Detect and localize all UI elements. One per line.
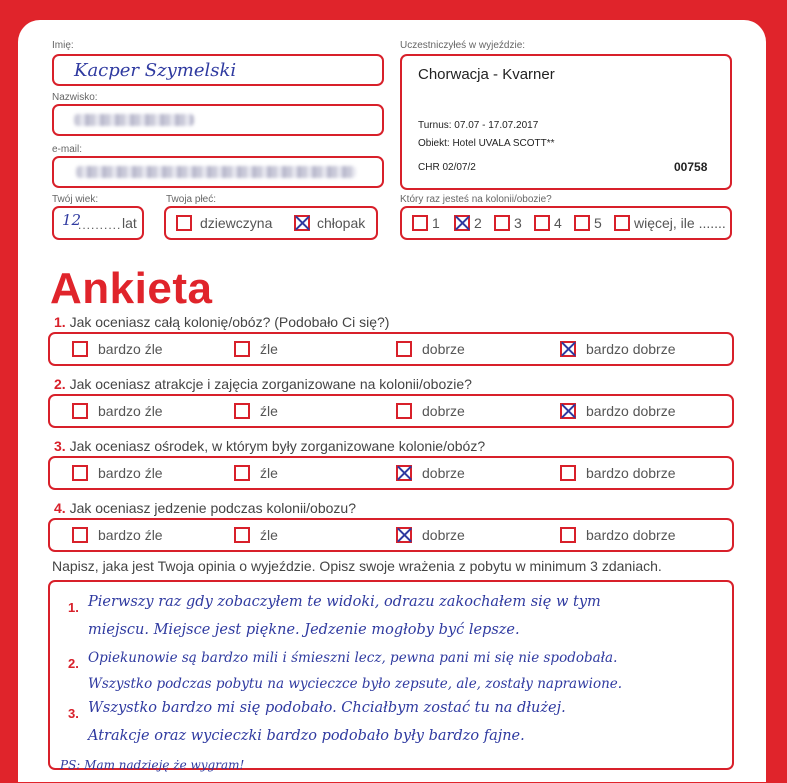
opinion-line-2: miejscu. Miejsce jest piękne. Jedzenie mogłoby być lepsze. — [88, 622, 520, 638]
redacted-surname — [74, 114, 194, 126]
question-text: Jak oceniasz całą kolonię/obóz? (Podobało Ci się?) — [69, 314, 390, 330]
opinion-box[interactable] — [48, 580, 734, 770]
q2-option-3-label: dobrze — [422, 403, 465, 419]
q1-option-2-checkbox[interactable] — [234, 341, 250, 357]
q4-option-2-label: źle — [260, 527, 278, 543]
q2-option-1-label: bardzo źle — [98, 403, 163, 419]
q3-option-2-checkbox[interactable] — [234, 465, 250, 481]
opinion-line-3: Opiekunowie są bardzo mili i śmieszni lecz, pewna pani mi się nie spodobała. — [88, 650, 618, 666]
q1-option-3-label: dobrze — [422, 341, 465, 357]
q3-option-4-label: bardzo dobrze — [586, 465, 676, 481]
q1-option-2-label: źle — [260, 341, 278, 357]
trip-label: Uczestniczyłeś w wyjeździe: — [400, 40, 526, 51]
opinion-line-5: Wszystko bardzo mi się podobało. Chciałbym zostać tu na dłużej. — [88, 700, 566, 716]
age-label: Twój wiek: — [52, 194, 99, 205]
question-number: 4. — [54, 500, 66, 516]
q2-option-2-checkbox[interactable] — [234, 403, 250, 419]
q2-option-1-checkbox[interactable] — [72, 403, 88, 419]
trip-code: CHR 02/07/2 — [418, 162, 476, 173]
q1-option-1-checkbox[interactable] — [72, 341, 88, 357]
answer-row-1 — [48, 332, 734, 366]
q4-option-1-label: bardzo źle — [98, 527, 163, 543]
times-field — [400, 206, 732, 240]
q4-option-1-checkbox[interactable] — [72, 527, 88, 543]
q2-option-4-checkbox[interactable] — [560, 403, 576, 419]
q1-option-4-checkbox[interactable] — [560, 341, 576, 357]
question-number: 1. — [54, 314, 66, 330]
times-5-label: 5 — [594, 215, 602, 231]
q4-option-3-label: dobrze — [422, 527, 465, 543]
q2-option-4-label: bardzo dobrze — [586, 403, 676, 419]
age-field[interactable] — [52, 206, 144, 240]
q3-option-4-checkbox[interactable] — [560, 465, 576, 481]
surname-label: Nazwisko: — [52, 92, 98, 103]
times-2-checkbox[interactable] — [454, 215, 470, 231]
gender-label: Twoja płeć: — [166, 194, 217, 205]
question-1 — [54, 314, 389, 330]
times-3-label: 3 — [514, 215, 522, 231]
opinion-number-1: 1. — [68, 600, 79, 615]
question-text: Jak oceniasz ośrodek, w którym były zorganizowane kolonie/obóz? — [69, 438, 486, 454]
age-unit: lat — [122, 215, 137, 231]
surname-field[interactable] — [52, 104, 384, 136]
opinion-number-2: 2. — [68, 656, 79, 671]
opinion-number-3: 3. — [68, 706, 79, 721]
q3-option-3-label: dobrze — [422, 465, 465, 481]
redacted-email — [76, 166, 356, 178]
q2-option-3-checkbox[interactable] — [396, 403, 412, 419]
question-4 — [54, 500, 356, 516]
age-value: 12 — [62, 211, 82, 229]
gender-girl-checkbox[interactable] — [176, 215, 192, 231]
times-4-label: 4 — [554, 215, 562, 231]
q3-option-2-label: źle — [260, 465, 278, 481]
trip-number: 00758 — [674, 160, 708, 174]
opinion-line-1: Pierwszy raz gdy zobaczyłem te widoki, odrazu zakochałem się w tym — [88, 594, 601, 610]
gender-boy-checkbox[interactable] — [294, 215, 310, 231]
q4-option-4-label: bardzo dobrze — [586, 527, 676, 543]
times-4-checkbox[interactable] — [534, 215, 550, 231]
times-more-checkbox[interactable] — [614, 215, 630, 231]
question-text: Jak oceniasz atrakcje i zajęcia zorganizowane na kolonii/obozie? — [69, 376, 472, 392]
question-number: 2. — [54, 376, 66, 392]
q3-option-1-checkbox[interactable] — [72, 465, 88, 481]
opinion-line-6: Atrakcje oraz wycieczki bardzo podobało były bardzo fajne. — [88, 728, 525, 744]
q1-option-1-label: bardzo źle — [98, 341, 163, 357]
q4-option-2-checkbox[interactable] — [234, 527, 250, 543]
q4-option-3-checkbox[interactable] — [396, 527, 412, 543]
times-5-checkbox[interactable] — [574, 215, 590, 231]
trip-title: Chorwacja - Kvarner — [418, 66, 555, 83]
times-label: Który raz jesteś na kolonii/obozie? — [400, 194, 552, 205]
trip-turnus: Turnus: 07.07 - 17.07.2017 — [418, 120, 539, 131]
q1-option-3-checkbox[interactable] — [396, 341, 412, 357]
name-value: Kacper Szymelski — [74, 60, 237, 81]
q3-option-1-label: bardzo źle — [98, 465, 163, 481]
name-field[interactable] — [52, 54, 384, 86]
times-more-label: więcej, ile ....... — [634, 215, 726, 231]
question-number: 3. — [54, 438, 66, 454]
answer-row-3 — [48, 456, 734, 490]
opinion-prompt: Napisz, jaka jest Twoja opinia o wyjeździe. Opisz swoje wrażenia z pobytu w minimum 3 zdaniach. — [52, 558, 662, 574]
survey-title: Ankieta — [50, 264, 213, 313]
ps-note: PS: Mam nadzieję że wygram! — [60, 758, 245, 772]
q4-option-4-checkbox[interactable] — [560, 527, 576, 543]
question-3 — [54, 438, 485, 454]
age-dots: .......... — [78, 218, 122, 232]
q2-option-2-label: źle — [260, 403, 278, 419]
survey-sheet — [18, 20, 766, 782]
answer-row-2 — [48, 394, 734, 428]
times-2-label: 2 — [474, 215, 482, 231]
q1-option-4-label: bardzo dobrze — [586, 341, 676, 357]
email-label: e-mail: — [52, 144, 83, 155]
email-field[interactable] — [52, 156, 384, 188]
times-3-checkbox[interactable] — [494, 215, 510, 231]
times-1-checkbox[interactable] — [412, 215, 428, 231]
times-1-label: 1 — [432, 215, 440, 231]
gender-girl-label: dziewczyna — [200, 215, 273, 231]
name-label: Imię: — [52, 40, 74, 51]
gender-field — [164, 206, 378, 240]
opinion-line-4: Wszystko podczas pobytu na wycieczce było zepsute, ale, zostały naprawione. — [88, 676, 623, 692]
trip-info-box — [400, 54, 732, 190]
question-2 — [54, 376, 472, 392]
q3-option-3-checkbox[interactable] — [396, 465, 412, 481]
trip-obiekt: Obiekt: Hotel UVALA SCOTT** — [418, 138, 555, 149]
gender-boy-label: chłopak — [317, 215, 366, 231]
answer-row-4 — [48, 518, 734, 552]
question-text: Jak oceniasz jedzenie podczas kolonii/obozu? — [69, 500, 356, 516]
